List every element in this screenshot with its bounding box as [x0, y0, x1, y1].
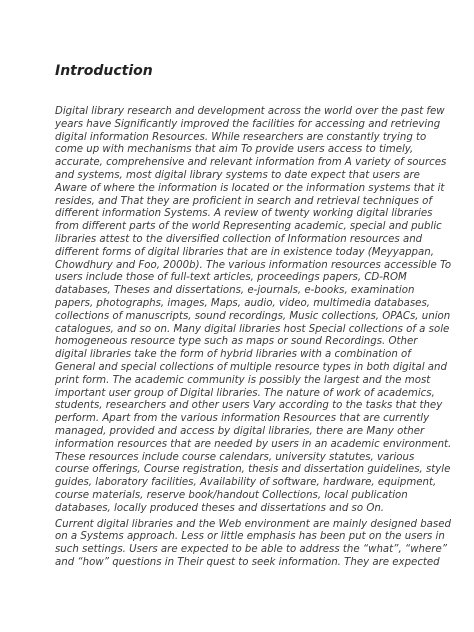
- text-line: collections of manuscripts, sound recordings, Music collections, OPACs, union: [55, 310, 451, 322]
- section-heading: Introduction: [55, 63, 153, 79]
- text-line: Digital library research and development across the world over the past few: [55, 106, 445, 117]
- text-line: libraries attest to the diversified collection of Information resources and: [55, 233, 423, 245]
- text-line: resides, and That they are proficient in search and retrieval techniques of: [55, 195, 432, 207]
- body-text: [55, 106, 474, 570]
- text-line: digital libraries take the form of hybrid libraries with a combination of: [55, 349, 411, 361]
- text-line: information resources that are needed by users in an academic environment.: [55, 438, 452, 450]
- text-line: print form. The academic community is possibly the largest and the most: [55, 374, 431, 386]
- text-line: catalogues, and so on. Many digital libraries host Special collections of a sole: [55, 323, 450, 335]
- text-line: important user group of Digital libraries. The nature of work of academics,: [55, 387, 435, 399]
- text-line: General and special collections of multiple resource types in both digital and: [55, 361, 447, 373]
- text-line: Current digital libraries and the Web environment are mainly designed based: [55, 518, 451, 530]
- text-line: These resources include course calendars, university statutes, various: [55, 451, 415, 463]
- text-line: users include those of full-text articles, proceedings papers, CD-ROM: [55, 272, 407, 284]
- text-line: on a Systems approach. Less or little emphasis has been put on the users in: [55, 531, 445, 543]
- text-line: Chowdhury and Foo, 2000b). The various information resources accessible To: [55, 259, 452, 271]
- text-line: come up with mechanisms that aim To provide users access to timely,: [55, 144, 414, 156]
- text-line: course offerings, Course registration, thesis and dissertation guidelines, style: [55, 464, 451, 476]
- text-line: students, researchers and other users Vary according to the tasks that they: [55, 400, 443, 412]
- text-line: homogeneous resource type such as maps or sound Recordings. Other: [55, 336, 418, 348]
- text-line: from different parts of the world Representing academic, special and public: [55, 221, 442, 233]
- text-line: and systems, most digital library systems to date expect that users are: [55, 169, 420, 181]
- text-line: years have Significantly improved the facilities for accessing and retrieving: [55, 118, 441, 130]
- text-line: different information Systems. A review of twenty working digital libraries: [55, 208, 433, 220]
- text-line: managed, provided and access by digital libraries, there are Many other: [55, 425, 425, 437]
- text-line: databases, locally produced theses and dissertations and so On.: [55, 502, 385, 514]
- text-line: such settings. Users are expected to be able to address the “what”, “where”: [55, 544, 447, 556]
- text-line: digital information Resources. While researchers are constantly trying to: [55, 131, 427, 143]
- text-line: databases, Theses and dissertations, e-journals, e-books, examination: [55, 285, 415, 297]
- text-line: guides, laboratory facilities, Availability of software, hardware, equipment,: [55, 477, 437, 489]
- text-line: Aware of where the information is located or the information systems that it: [55, 182, 445, 194]
- paragraph: [55, 519, 474, 570]
- text-line: different forms of digital libraries that are in existence today (Meyyappan,: [55, 246, 434, 258]
- text-line: accurate, comprehensive and relevant information from A variety of sources: [55, 157, 447, 169]
- paragraph: [55, 106, 474, 516]
- text-line: papers, photographs, images, Maps, audio, video, multimedia databases,: [55, 297, 430, 309]
- text-line: course materials, reserve book/handout Collections, local publication: [55, 489, 408, 501]
- text-line: and “how” questions in Their quest to seek information. They are expected: [55, 556, 440, 568]
- text-line: perform. Apart from the various information Resources that are currently: [55, 413, 430, 425]
